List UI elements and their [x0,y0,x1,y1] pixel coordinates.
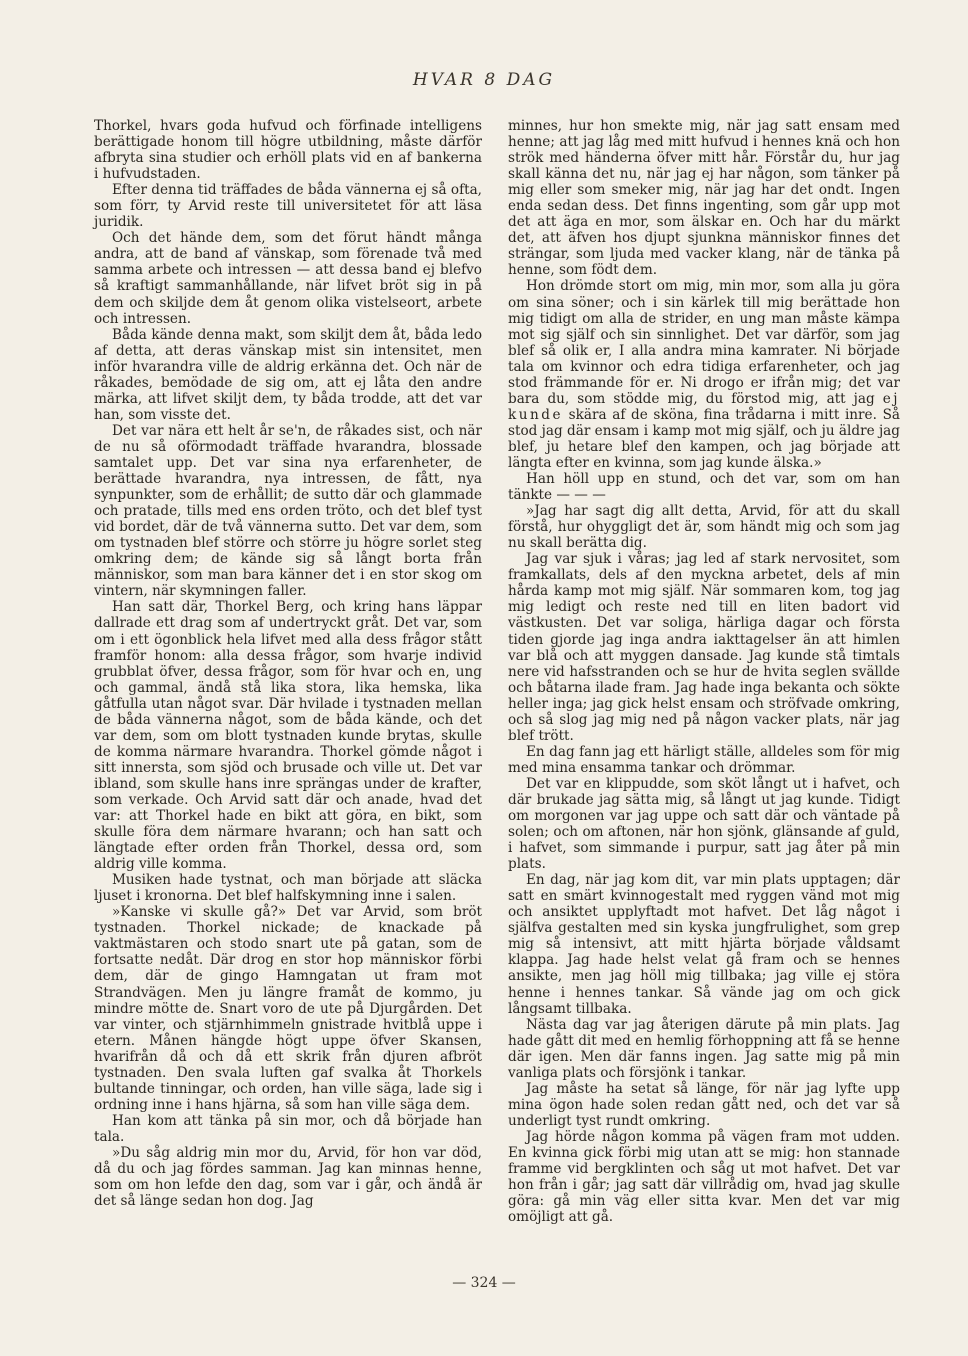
emphasized-text: ej kunde [508,390,900,423]
paragraph: Båda kände denna makt, som skiljt dem åt, båda ledo af detta, att deras vänskap mist sin intensitet, men inför hvarandra ville de aldrig erkänna det. Och när de råkades, bemödade de sig om, att ej låta den andre märka, att lifvet skiljt dem, ty båda trodde, att det var han, som visste det. [94,326,482,423]
paragraph: Det var nära ett helt år se'n, de råkades sist, och när de nu så oförmodadt träffade hvarandra, blossade samtalet upp. Det var sina nya erfarenheter, de berättade hvarandra, nya intressen, de fått, nya synpunkter, som de erhållit; de sutto där och glammade och pratade, tills med ens orden tröto, och det blef tyst vid bordet, där de två vännerna sutto. Det var dem, som om tystnaden blef större och större ju högre sorlet steg omkring dem; de kände sig så långt borta från människor, som man bara känner det i en stor skog om vintern, när skymningen faller. [94,422,482,600]
paragraph-text: skära af de sköna, fina trådarna i mitt inre. Så stod jag där ensam i kamp mot mig själf, och ju äldre jag blef, ju hetare blef den kampen, och jag började att längta efter en kvinna, som jag kunde älska.» [508,406,900,471]
paragraph: Och det hände dem, som det förut händt många andra, att de band af vänskap, som förenade två med samma arbete och intressen — att dessa band ej blefvo så kraftigt sammanhållande, när lifvet bröt sig in på dem och skiljde dem åt genom olika vistelseort, arbete och intressen. [94,230,482,327]
paragraph: minnes, hur hon smekte mig, när jag satt ensam med henne; att jag låg med mitt hufvud i hennes knä och hon strök med händerna öfver mitt hår. Förstår du, hur jag skall känna det nu, när jag ej har någon, som tänker på mig eller som smeker mig, när jag har det ondt. Ingen enda sedan dess. Det finns ingenting, som går upp mot det att äga en mor, som älskar en. Och har du märkt det, att äfven hos djupt sjunkna människor finnes det strängar, som ljuda med vacker klang, när de tänka på henne, som födt dem. [508,118,900,279]
paragraph: Thorkel, hvars goda hufvud och förfinade intelligens berättigade honom till högre utbildning, måste därför afbryta sina studier och erhöll plats vid en af bankerna i hufvudstaden. [94,118,482,183]
paragraph: Efter denna tid träffades de båda vännerna ej så ofta, som förr, ty Arvid reste till universitetet för att läsa juridik. [94,182,482,231]
left-column [94,118,482,1209]
paragraph: Han satt där, Thorkel Berg, och kring hans läppar dallrade ett drag som af undertryckt gråt. Det var, som om i ett ögonblick hela lifvet med alla dess frågor stått framför honom: alla dessa frågor, som hvarje individ grubblat öfver, dessa frågor, som för hvar och en, ung och gammal, ändå stå lika stora, lika hemska, lika gåtfulla utan något svar. Där hvilade i tystnaden mellan de båda vännerna något, som de båda kände, och det var dem, som om blott tystnaden kunde brytas, skulle de komma närmare hvarandra. Thorkel gömde något i sitt innersta, som sjöd och brusade och ville ut. Det var ibland, som skulle hans inre sprängas under de krafter, som verkade. Och Arvid satt där och anade, hvad det var: att Thorkel hade en bikt att göra, en bikt, som skulle föra dem närmare hvarann; och han satt och längtade efter orden från Thorkel, dessa ord, som aldrig ville komma. [94,599,482,873]
paragraph: Jag var sjuk i våras; jag led af stark nervositet, som framkallats, dels af den myckna arbetet, dels af min hårda kamp mot mig själf. När sommaren kom, tog jag mig ledigt och reste ned till en liten badort vid västkusten. Det var soliga, härliga dagar och första tiden gjorde jag inga andra iakttagelser än att himlen var blå och att myggen dansade. Jag kunde stå timtals nere vid hafsstranden och se hur de hvita seglen svällde och båtarna ilade fram. Jag hade inga bekanta och sökte heller inga; jag gick helst ensam och ströfvade omkring, och så slog jag mig ned på någon vacker plats, när jag blef trött. [508,551,900,744]
paragraph: »Du såg aldrig min mor du, Arvid, för hon var död, då du och jag fördes samman. Jag kan minnas henne, som om hon lefde den dag, som var i går, och ändå är det så länge sedan hon dog. Jag [94,1145,482,1210]
paragraph: »Kanske vi skulle gå?» Det var Arvid, som bröt tystnaden. Thorkel nickade; de knackade på vaktmästaren och stodo snart ute på gatan, som de fortsatte nedåt. Där drog en stor hop människor förbi dem, där de gingo Hamngatan ut fram mot Strandvägen. Men ju längre framåt de kommo, ju mindre mötte de. Snart voro de ute på Djurgården. Det var vinter, och stjärnhimmeln gnistrade hvitblå uppe i etern. Månen hängde högt uppe öfver Skansen, hvarifrån då och då ett skrik från djuren afbröt tystnaden. Den svala luften gaf svalka åt Thorkels bultande tinningar, och orden, han ville säga, lade sig i ordning inne i hans hjärna, så som han ville säga dem. [94,904,482,1113]
page-number: — 324 — [452,1275,516,1291]
paragraph: Nästa dag var jag återigen därute på min plats. Jag hade gått dit med en hemlig förhoppning att få se henne där igen. Men där fanns ingen. Jag satte mig på min vanliga plats och försjönk i tankar. [508,1016,900,1081]
paragraph: En dag fann jag ett härligt ställe, alldeles som för mig med mina ensamma tankar och drömmar. [508,743,900,776]
paragraph: Han höll upp en stund, och det var, som om han tänkte — — — [508,471,900,504]
right-column [508,118,900,1225]
paragraph: En dag, när jag kom dit, var min plats upptagen; där satt en smärt kvinnogestalt med ryggen vänd mot mig och ansiktet upplyftadt mot hafvet. Det låg något i själfva gestalten med sin kyska jungfrulighet, som grep mig så intensivt, att mitt hjärta började våldsamt klappa. Jag hade helst velat gå fram och se hennes ansikte, men jag höll mig tillbaka; jag ville ej störa henne i hennes tankar. Så vände jag om och gick långsamt tillbaka. [508,872,900,1017]
paragraph [508,278,900,471]
paragraph: »Jag har sagt dig allt detta, Arvid, för att du skall förstå, hur ohyggligt det är, som händt mig och som jag nu skall berätta dig. [508,503,900,552]
paragraph-text: Hon drömde stort om mig, min mor, som alla ju göra om sina söner; och i sin kärlek till mig berättade hon mig tidigt om alla de strider, en ung man måste kämpa mot sig själf och sin sinnlighet. Det var därför, som jag blef så olik er, I alla andra mina kamrater. Ni började tala om kvinnor och edra tidiga erfarenheter, och jag stod främmande för er. Ni drogo er ifrån mig; det var bara du, som stödde mig, du förstod mig, att jag [508,278,900,407]
paragraph: Det var en klippudde, som sköt långt ut i hafvet, och där brukade jag sätta mig, så långt ut jag kunde. Tidigt om morgonen var jag uppe och satt där och väntade på solen; och om aftonen, när hon sjönk, glänsande af guld, i hafvet, som simmande i purpur, satt jag åter på min plats. [508,775,900,873]
running-header: HVAR 8 DAG [412,70,556,90]
paragraph: Jag måste ha setat så länge, för när jag lyfte upp mina ögon hade solen redan gått ned, och det var så underligt tyst rundt omkring. [508,1080,900,1129]
paragraph: Musiken hade tystnat, och man började att släcka ljuset i kronorna. Det blef halfskymning inne i salen. [94,872,482,905]
paragraph: Han kom att tänka på sin mor, och då började han tala. [94,1112,482,1145]
paragraph: Jag hörde någon komma på vägen fram mot udden. En kvinna gick förbi mig utan att se mig: hon stannade framme vid bergklinten och såg ut mot hafvet. Det var hon från i går; jag satt där villrådig om, hvad jag skulle göra: gå min väg eller sitta kvar. Men det var mig omöjligt att gå. [508,1128,900,1226]
